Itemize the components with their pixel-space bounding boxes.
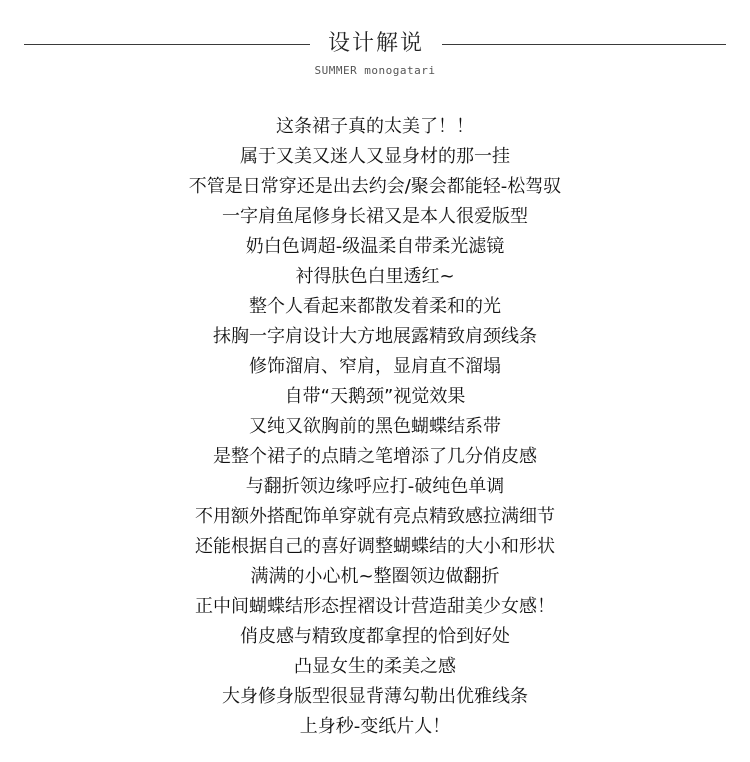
description-line: 整个人看起来都散发着柔和的光 (249, 296, 501, 317)
description-line: 满满的小心机~整圈领边做翻折 (250, 566, 500, 587)
description-line: 又纯又欲胸前的黑色蝴蝶结系带 (249, 416, 501, 437)
description-line: 上身秒-变纸片人！ (299, 716, 451, 737)
description-line: 凸显女生的柔美之感 (294, 656, 456, 677)
description-list (0, 112, 750, 742)
description-line: 不管是日常穿还是出去约会/聚会都能轻-松驾驭 (188, 176, 562, 197)
description-line: 是整个裙子的点睛之笔增添了几分俏皮感 (213, 446, 537, 467)
divider-left (24, 44, 310, 45)
description-line: 自带“天鹅颈”视觉效果 (284, 386, 466, 407)
description-line: 衬得肤色白里透红~ (295, 266, 455, 287)
description-line: 正中间蝴蝶结形态捏褶设计营造甜美少女感！ (195, 596, 555, 617)
description-line: 一字肩鱼尾修身长裙又是本人很爱版型 (222, 206, 528, 227)
description-line: 还能根据自己的喜好调整蝴蝶结的大小和形状 (195, 536, 555, 557)
description-line: 修饰溜肩、窄肩，显肩直不溜塌 (249, 356, 501, 377)
description-line: 这条裙子真的太美了！！ (276, 116, 474, 137)
section-subtitle: SUMMER monogatari (314, 64, 436, 77)
description-line: 与翻折领边缘呼应打-破纯色单调 (245, 476, 505, 497)
section-header (0, 28, 750, 88)
description-line: 大身修身版型很显背薄勾勒出优雅线条 (222, 686, 528, 707)
divider-right (442, 44, 726, 45)
description-line: 奶白色调超-级温柔自带柔光滤镜 (245, 236, 505, 257)
description-line: 俏皮感与精致度都拿捏的恰到好处 (240, 626, 510, 647)
description-line: 不用额外搭配饰单穿就有亮点精致感拉满细节 (195, 506, 555, 527)
description-line: 抹胸一字肩设计大方地展露精致肩颈线条 (213, 326, 537, 347)
section-title: 设计解说 (327, 31, 424, 56)
description-line: 属于又美又迷人又显身材的那一挂 (240, 146, 510, 167)
